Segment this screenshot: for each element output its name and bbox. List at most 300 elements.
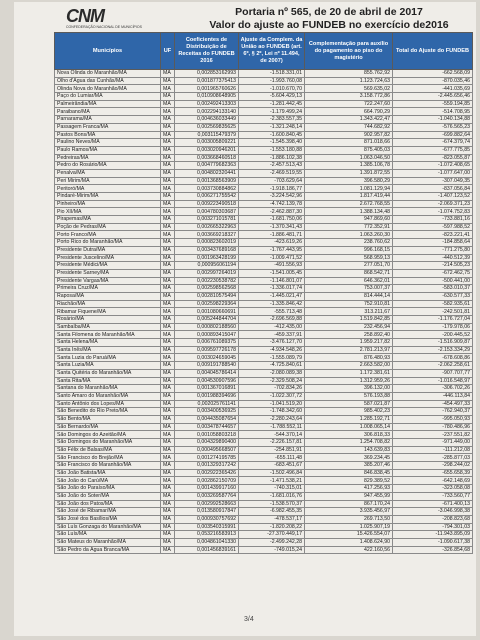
cell-ajuste-complem: -1.681.750,06	[239, 216, 305, 224]
cell-uf: MA	[161, 131, 175, 139]
cell-coeficiente: 0,002294133140	[175, 108, 239, 116]
cell-total-ajuste: -2.153.334,29	[393, 346, 473, 354]
cell-ajuste-complem: -459.337,91	[239, 331, 305, 339]
cell-municipio: Presidente Sarney/MA	[55, 269, 161, 277]
cell-municipio: São Luís/MA	[55, 531, 161, 539]
cell-complementacao: 568.959,13	[305, 254, 393, 262]
cell-ajuste-complem: -423.619,26	[239, 239, 305, 247]
cell-coeficiente: 0,001329317242	[175, 462, 239, 470]
table-row	[55, 485, 473, 493]
cell-ajuste-complem: -1.993.760,08	[239, 77, 305, 85]
col-header-ajuste-complem: Ajuste da Complem. da União ao FUNDEB (art. 6º, § 2º, Lei nº 11.494, de 2007)	[239, 33, 305, 70]
cell-uf: MA	[161, 477, 175, 485]
cell-uf: MA	[161, 346, 175, 354]
cell-uf: MA	[161, 70, 175, 78]
cell-municipio: São João dos Patos/MA	[55, 500, 161, 508]
cell-ajuste-complem: -1.022.307,72	[239, 392, 305, 400]
table-row	[55, 515, 473, 523]
cell-ajuste-complem: -1.010.670,70	[239, 85, 305, 93]
table-row	[55, 177, 473, 185]
cell-uf: MA	[161, 285, 175, 293]
cell-municipio: Ribamar Fiquene/MA	[55, 308, 161, 316]
cell-complementacao: 587.021,87	[305, 400, 393, 408]
cell-complementacao: 1.123.724,63	[305, 77, 393, 85]
cell-ajuste-complem: -2.462.887,30	[239, 208, 305, 216]
cell-total-ajuste: -1.516.909,87	[393, 339, 473, 347]
table-row	[55, 108, 473, 116]
cell-uf: MA	[161, 431, 175, 439]
cell-coeficiente: 0,003271015781	[175, 216, 239, 224]
cell-uf: MA	[161, 169, 175, 177]
cell-coeficiente: 0,053216583913	[175, 531, 239, 539]
table-row	[55, 208, 473, 216]
cell-complementacao: 1.391.872,55	[305, 169, 393, 177]
logo-subtitle: CONFEDERAÇÃO NACIONAL DE MUNICÍPIOS	[66, 25, 142, 29]
cell-complementacao: 143.639,83	[305, 446, 393, 454]
table-row	[55, 423, 473, 431]
cell-ajuste-complem: -491.556,93	[239, 262, 305, 270]
cell-municipio: Poção de Pedras/MA	[55, 223, 161, 231]
cell-uf: MA	[161, 123, 175, 131]
cell-ajuste-complem: -1.545.398,40	[239, 139, 305, 147]
cell-coeficiente: 0,004045786414	[175, 369, 239, 377]
table-header-row	[55, 33, 473, 70]
cell-total-ajuste: -699.882,64	[393, 131, 473, 139]
cell-municipio: Paço do Lumiar/MA	[55, 93, 161, 101]
cell-coeficiente: 0,003669218327	[175, 231, 239, 239]
cell-ajuste-complem: -478.537,17	[239, 515, 305, 523]
cell-ajuste-complem: -1.336.017,74	[239, 285, 305, 293]
cell-coeficiente: 0,001988394696	[175, 392, 239, 400]
cell-complementacao: 1.063.046,50	[305, 154, 393, 162]
cell-complementacao: 1.008.065,14	[305, 423, 393, 431]
cell-coeficiente: 0,002997264019	[175, 269, 239, 277]
cell-uf: MA	[161, 269, 175, 277]
cell-municipio: Riachão/MA	[55, 300, 161, 308]
cell-coeficiente: 0,009597726178	[175, 346, 239, 354]
table-row	[55, 123, 473, 131]
cell-uf: MA	[161, 292, 175, 300]
cell-ajuste-complem: -703.629,64	[239, 177, 305, 185]
table-row	[55, 246, 473, 254]
cell-coeficiente: 0,013580917847	[175, 508, 239, 516]
cell-complementacao: 722.247,60	[305, 100, 393, 108]
cell-municipio: São Francisco do Maranhão/MA	[55, 462, 161, 470]
cell-coeficiente: 0,003730884862	[175, 185, 239, 193]
cell-coeficiente: 0,002665322963	[175, 223, 239, 231]
cell-total-ajuste: -771.275,80	[393, 246, 473, 254]
cell-ajuste-complem: -1.146.801,07	[239, 277, 305, 285]
cell-total-ajuste: -11.943.895,09	[393, 531, 473, 539]
cell-uf: MA	[161, 423, 175, 431]
cell-municipio: Presidente Dutra/MA	[55, 246, 161, 254]
cell-municipio: São Domingos do Azeitão/MA	[55, 431, 161, 439]
cell-complementacao: 871.018,66	[305, 139, 393, 147]
cell-ajuste-complem: -27.370.449,17	[239, 531, 305, 539]
cell-uf: MA	[161, 85, 175, 93]
table-row	[55, 339, 473, 347]
cell-total-ajuste: -582.935,61	[393, 300, 473, 308]
document-title	[184, 6, 474, 32]
cell-coeficiente: 0,002230538782	[175, 277, 239, 285]
cell-complementacao: 277.051,70	[305, 262, 393, 270]
cell-uf: MA	[161, 515, 175, 523]
cell-uf: MA	[161, 239, 175, 247]
table-row	[55, 70, 473, 78]
cell-municipio: Pedro do Rosário/MA	[55, 162, 161, 170]
cell-complementacao: 2.663.582,00	[305, 362, 393, 370]
cell-coeficiente: 0,000495668507	[175, 446, 239, 454]
cell-ajuste-complem: -2.696.569,88	[239, 316, 305, 324]
cell-ajuste-complem: -4.934.548,26	[239, 346, 305, 354]
cell-ajuste-complem: -5.604.429,13	[239, 93, 305, 101]
cell-uf: MA	[161, 523, 175, 531]
cell-coeficiente: 0,003115479379	[175, 131, 239, 139]
table-row	[55, 462, 473, 470]
cell-coeficiente: 0,001965760626	[175, 85, 239, 93]
cell-total-ajuste: -630.577,33	[393, 292, 473, 300]
cell-uf: MA	[161, 277, 175, 285]
cell-complementacao: 876.480,93	[305, 354, 393, 362]
cell-ajuste-complem: -1.009.471,52	[239, 254, 305, 262]
cell-ajuste-complem: -3.476.127,70	[239, 339, 305, 347]
cell-complementacao: 947.869,60	[305, 216, 393, 224]
cell-complementacao: 846.838,45	[305, 469, 393, 477]
cell-uf: MA	[161, 415, 175, 423]
cell-complementacao: 569.635,02	[305, 85, 393, 93]
cell-coeficiente: 0,000956061194	[175, 262, 239, 270]
cell-ajuste-complem: -655.111,48	[239, 454, 305, 462]
cell-total-ajuste: -1.407.123,52	[393, 193, 473, 201]
cell-total-ajuste: -237.551,82	[393, 431, 473, 439]
cell-uf: MA	[161, 362, 175, 370]
cell-coeficiente: 0,004779682363	[175, 162, 239, 170]
table-row	[55, 239, 473, 247]
cell-coeficiente: 0,002569835625	[175, 123, 239, 131]
cell-ajuste-complem: -2.226.157,81	[239, 439, 305, 447]
cell-ajuste-complem: -1.471.538,21	[239, 477, 305, 485]
cell-uf: MA	[161, 492, 175, 500]
cell-total-ajuste: -323.058,08	[393, 485, 473, 493]
cell-total-ajuste: -307.049,35	[393, 177, 473, 185]
cnm-logo	[66, 6, 144, 28]
cell-ajuste-complem: -2.383.557,35	[239, 116, 305, 124]
cell-complementacao: 232.456,94	[305, 323, 393, 331]
table-body	[55, 70, 473, 554]
cell-coeficiente: 0,006271755542	[175, 193, 239, 201]
cell-municipio: Penalva/MA	[55, 169, 161, 177]
cell-total-ajuste: -780.486,96	[393, 423, 473, 431]
table-row	[55, 500, 473, 508]
cell-total-ajuste: -514.708,95	[393, 108, 473, 116]
cell-municipio: Santana do Maranhão/MA	[55, 385, 161, 393]
cell-municipio: São Domingos do Maranhão/MA	[55, 439, 161, 447]
cell-total-ajuste: -1.077.647,00	[393, 169, 473, 177]
cell-total-ajuste: -837.056,84	[393, 185, 473, 193]
cell-complementacao: 1.285.192,71	[305, 415, 393, 423]
col-header-complementacao-piso: Complementação para auxílio do pagamento ao piso do magistério	[305, 33, 393, 70]
cell-coeficiente: 0,004780303687	[175, 208, 239, 216]
table-row	[55, 269, 473, 277]
cell-uf: MA	[161, 116, 175, 124]
cell-ajuste-complem: -2.457.513,43	[239, 162, 305, 170]
cell-coeficiente: 0,001877375413	[175, 77, 239, 85]
cell-ajuste-complem: -1.555.089,79	[239, 354, 305, 362]
cell-uf: MA	[161, 100, 175, 108]
cell-uf: MA	[161, 200, 175, 208]
cell-uf: MA	[161, 469, 175, 477]
cell-complementacao: 385.207,46	[305, 462, 393, 470]
cell-uf: MA	[161, 162, 175, 170]
cell-ajuste-complem: -1.788.552,11	[239, 423, 305, 431]
cell-total-ajuste: -995.050,93	[393, 415, 473, 423]
cell-total-ajuste: -285.877,03	[393, 454, 473, 462]
cell-uf: MA	[161, 300, 175, 308]
cell-complementacao: 417.256,93	[305, 485, 393, 493]
cell-uf: MA	[161, 223, 175, 231]
cell-total-ajuste: -576.565,23	[393, 123, 473, 131]
cell-municipio: Santa Filomena do Maranhão/MA	[55, 331, 161, 339]
cell-uf: MA	[161, 439, 175, 447]
table-row	[55, 446, 473, 454]
cell-uf: MA	[161, 385, 175, 393]
cell-complementacao: 985.402,23	[305, 408, 393, 416]
cell-coeficiente: 0,003540315991	[175, 523, 239, 531]
cell-coeficiente: 0,002598229364	[175, 300, 239, 308]
cell-municipio: Pinheiro/MA	[55, 200, 161, 208]
cell-municipio: Pedreiras/MA	[55, 154, 161, 162]
logo-mark: CNM	[66, 6, 104, 26]
cell-coeficiente: 0,009191788540	[175, 362, 239, 370]
cell-coeficiente: 0,003269587764	[175, 492, 239, 500]
cell-total-ajuste: -762.940,37	[393, 408, 473, 416]
cell-ajuste-complem: -4.742.139,78	[239, 200, 305, 208]
cell-uf: MA	[161, 369, 175, 377]
cell-total-ajuste: -440.512,39	[393, 254, 473, 262]
cell-total-ajuste: -671.400,13	[393, 500, 473, 508]
cell-ajuste-complem: -1.518.331,01	[239, 70, 305, 78]
cell-coeficiente: 0,000823602019	[175, 239, 239, 247]
cell-municipio: São João do Soter/MA	[55, 492, 161, 500]
cell-complementacao: 867.170,24	[305, 500, 393, 508]
cell-uf: MA	[161, 408, 175, 416]
cell-coeficiente: 0,003437689168	[175, 246, 239, 254]
cell-ajuste-complem: -1.553.180,88	[239, 146, 305, 154]
cell-coeficiente: 0,000930757692	[175, 515, 239, 523]
cell-uf: MA	[161, 354, 175, 362]
cell-municipio: Raposa/MA	[55, 292, 161, 300]
cell-ajuste-complem: -1.767.443,95	[239, 246, 305, 254]
cell-ajuste-complem: -2.080.089,38	[239, 369, 305, 377]
col-header-uf: UF	[161, 33, 175, 70]
table-row	[55, 169, 473, 177]
cell-total-ajuste: -1.074.752,83	[393, 208, 473, 216]
cell-uf: MA	[161, 508, 175, 516]
cell-ajuste-complem: -1.600.840,45	[239, 131, 305, 139]
cell-uf: MA	[161, 485, 175, 493]
cell-total-ajuste: -214.505,23	[393, 262, 473, 270]
cell-total-ajuste: -200.445,52	[393, 331, 473, 339]
cell-complementacao: 772.352,91	[305, 223, 393, 231]
cell-municipio: Santa Inês/MA	[55, 346, 161, 354]
cell-coeficiente: 0,004636033449	[175, 116, 239, 124]
cell-total-ajuste: -823.221,41	[393, 231, 473, 239]
table-row	[55, 492, 473, 500]
table-row	[55, 546, 473, 554]
cell-ajuste-complem: -1.179.499,24	[239, 108, 305, 116]
cell-ajuste-complem: -1.681.016,76	[239, 492, 305, 500]
cell-coeficiente: 0,003020946201	[175, 146, 239, 154]
table-row	[55, 408, 473, 416]
cell-municipio: São Luís Gonzaga do Maranhão/MA	[55, 523, 161, 531]
table-row	[55, 415, 473, 423]
cell-complementacao: 646.362,01	[305, 277, 393, 285]
cell-municipio: Paulino Neves/MA	[55, 139, 161, 147]
cell-municipio: Santa Luzia do Paruá/MA	[55, 354, 161, 362]
table-row	[55, 154, 473, 162]
cell-ajuste-complem: -2.469.519,55	[239, 169, 305, 177]
cell-coeficiente: 0,002492413303	[175, 100, 239, 108]
cell-total-ajuste: -642.148,69	[393, 477, 473, 485]
cell-municipio: Peritoró/MA	[55, 185, 161, 193]
cell-coeficiente: 0,009223490518	[175, 200, 239, 208]
cell-uf: MA	[161, 108, 175, 116]
table-row	[55, 454, 473, 462]
cell-total-ajuste: -678.608,86	[393, 354, 473, 362]
cell-ajuste-complem: -1.321.248,14	[239, 123, 305, 131]
page-number: 3/4	[244, 616, 254, 623]
table-row	[55, 400, 473, 408]
table-row	[55, 200, 473, 208]
cell-uf: MA	[161, 185, 175, 193]
cell-uf: MA	[161, 316, 175, 324]
table-row	[55, 93, 473, 101]
cell-complementacao: 1.959.217,82	[305, 339, 393, 347]
cell-total-ajuste: -662.568,09	[393, 70, 473, 78]
cell-uf: MA	[161, 231, 175, 239]
cell-complementacao: 855.762,92	[305, 70, 393, 78]
table-row	[55, 116, 473, 124]
cell-complementacao: 258.892,40	[305, 331, 393, 339]
cell-complementacao: 396.580,29	[305, 177, 393, 185]
cell-complementacao: 15.426.554,07	[305, 531, 393, 539]
cell-complementacao: 902.957,82	[305, 131, 393, 139]
cell-coeficiente: 0,003668460518	[175, 154, 239, 162]
cell-ajuste-complem: -2.499.242,28	[239, 538, 305, 546]
cell-uf: MA	[161, 446, 175, 454]
cell-municipio: Santo Antônio dos Lopes/MA	[55, 400, 161, 408]
cell-ajuste-complem: -555.713,48	[239, 308, 305, 316]
cell-municipio: Pastos Bons/MA	[55, 131, 161, 139]
cell-uf: MA	[161, 154, 175, 162]
table-row	[55, 277, 473, 285]
cell-uf: MA	[161, 262, 175, 270]
cell-complementacao: 752.910,81	[305, 300, 393, 308]
cell-total-ajuste: -1.090.617,38	[393, 538, 473, 546]
cell-ajuste-complem: -1.281.442,45	[239, 100, 305, 108]
cell-municipio: São José de Ribamar/MA	[55, 508, 161, 516]
table-row	[55, 316, 473, 324]
cell-municipio: Olinda Nova do Maranhão/MA	[55, 85, 161, 93]
cell-complementacao: 753.007,37	[305, 285, 393, 293]
cell-ajuste-complem: -1.370.341,43	[239, 223, 305, 231]
cell-complementacao: 1.081.129,94	[305, 185, 393, 193]
cell-ajuste-complem: -2.329.508,24	[239, 377, 305, 385]
cell-municipio: Pio XII/MA	[55, 208, 161, 216]
table-row	[55, 231, 473, 239]
cell-municipio: São João do Carú/MA	[55, 477, 161, 485]
cell-total-ajuste: -306.702,26	[393, 385, 473, 393]
cell-complementacao: 1.519.842,85	[305, 316, 393, 324]
cell-ajuste-complem: -1.820.208,22	[239, 523, 305, 531]
cell-municipio: Presidente Médici/MA	[55, 262, 161, 270]
table-row	[55, 477, 473, 485]
cell-complementacao: 422.160,56	[305, 546, 393, 554]
cell-total-ajuste: -242.501,81	[393, 308, 473, 316]
table-row	[55, 100, 473, 108]
cell-uf: MA	[161, 323, 175, 331]
cell-uf: MA	[161, 331, 175, 339]
cell-total-ajuste: -500.441,00	[393, 277, 473, 285]
cell-ajuste-complem: -1.748.342,60	[239, 408, 305, 416]
cell-uf: MA	[161, 77, 175, 85]
cell-total-ajuste: -583.010,37	[393, 285, 473, 293]
cell-complementacao: 3.158.772,86	[305, 93, 393, 101]
cell-total-ajuste: -823.055,87	[393, 154, 473, 162]
table-row	[55, 508, 473, 516]
cell-total-ajuste: -111.212,08	[393, 446, 473, 454]
cell-complementacao: 996.168,15	[305, 246, 393, 254]
cell-complementacao: 1.254.708,82	[305, 439, 393, 447]
cell-ajuste-complem: -2.280.243,64	[239, 415, 305, 423]
cell-uf: MA	[161, 546, 175, 554]
cell-complementacao: 3.935.456,97	[305, 508, 393, 516]
cell-uf: MA	[161, 146, 175, 154]
cell-coeficiente: 0,003005809221	[175, 139, 239, 147]
title-line-1: Portaria nº 565, de 20 de abril de 2017	[235, 6, 423, 18]
cell-municipio: São Félix de Balsas/MA	[55, 446, 161, 454]
cell-total-ajuste: -208.823,68	[393, 515, 473, 523]
cell-coeficiente: 0,002810575494	[175, 292, 239, 300]
cell-coeficiente: 0,001456839161	[175, 546, 239, 554]
table-row	[55, 385, 473, 393]
cell-complementacao: 1.025.907,19	[305, 523, 393, 531]
cell-uf: MA	[161, 531, 175, 539]
document-page	[14, 2, 476, 636]
cell-uf: MA	[161, 392, 175, 400]
cell-total-ajuste: -794.301,03	[393, 523, 473, 531]
cell-ajuste-complem: -1.041.519,20	[239, 400, 305, 408]
cell-complementacao: 306.818,33	[305, 431, 393, 439]
table-row	[55, 162, 473, 170]
cell-total-ajuste: -677.775,85	[393, 146, 473, 154]
cell-uf: MA	[161, 500, 175, 508]
cell-uf: MA	[161, 193, 175, 201]
cell-ajuste-complem: -1.886.102,38	[239, 154, 305, 162]
cell-municipio: Santa Helena/MA	[55, 339, 161, 347]
cell-complementacao: 269.713,50	[305, 515, 393, 523]
cell-municipio: Porto Rico do Maranhão/MA	[55, 239, 161, 247]
cell-complementacao: 947.455,99	[305, 492, 393, 500]
cell-municipio: Santa Luzia/MA	[55, 362, 161, 370]
cell-municipio: São Bernardo/MA	[55, 423, 161, 431]
table-row	[55, 392, 473, 400]
cell-complementacao: 1.385.106,78	[305, 162, 393, 170]
cell-uf: MA	[161, 93, 175, 101]
cell-coeficiente: 0,003478744657	[175, 423, 239, 431]
cell-total-ajuste: -1.176.727,04	[393, 316, 473, 324]
table-row	[55, 85, 473, 93]
